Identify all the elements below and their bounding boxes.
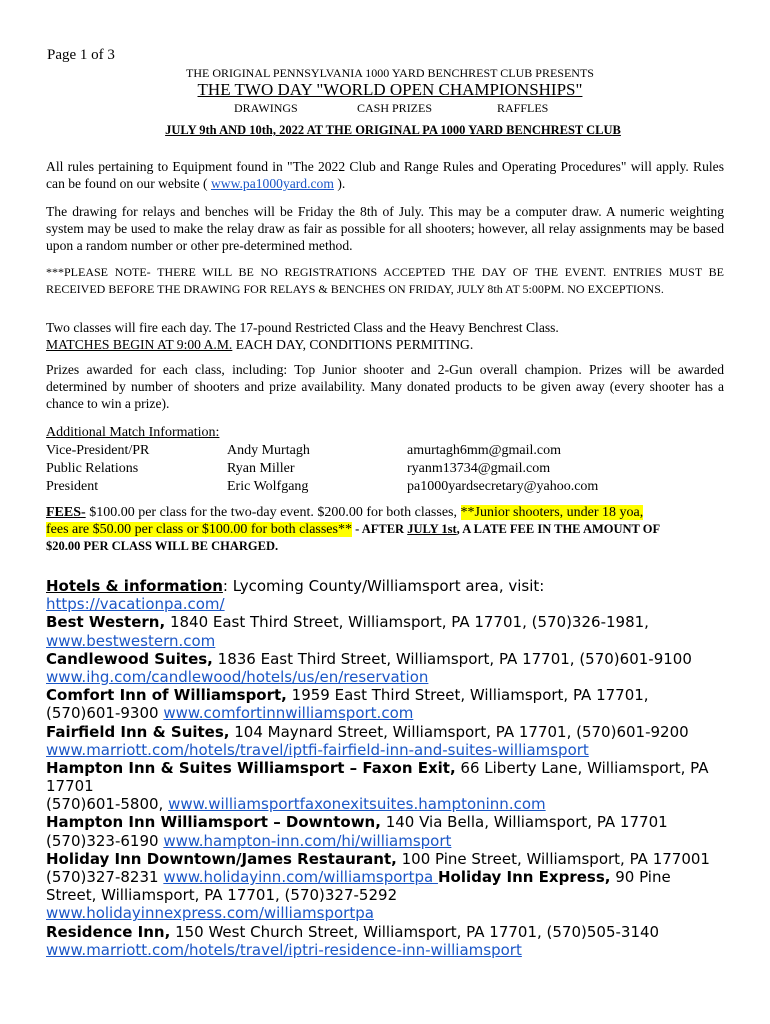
hotel-phone: (570)323-6190 xyxy=(46,831,164,850)
hotel-link[interactable]: www.hampton-inn.com/hi/williamsport xyxy=(163,831,452,850)
hotel-address: 66 Liberty Lane, Williamsport, PA xyxy=(455,758,709,777)
vacationpa-link[interactable]: https://vacationpa.com/ xyxy=(46,595,225,614)
hotel-name: Comfort Inn of Williamsport, xyxy=(46,686,287,705)
page-number: Page 1 of 3 xyxy=(47,47,115,63)
hotel-address: 1840 East Third Street, Williamsport, PA 17701, (570)326-1981, xyxy=(165,613,649,632)
hotel-address: 104 Maynard Street, Williamsport, PA 17701, (570)601-9200 xyxy=(229,722,689,741)
registration-note: ***PLEASE NOTE- THERE WILL BE NO REGISTRATIONS ACCEPTED THE DAY OF THE EVENT. ENTRIES MUST BE RECEIVED BEFORE THE DRAWING FOR RELAYS & BENCHES ON FRIDAY, JULY 8th AT 5:00PM. NO EXCEPTIONS. xyxy=(46,265,724,296)
classes-paragraph xyxy=(46,319,724,353)
hotels-heading-rest: : Lycoming County/Williamsport area, visit: xyxy=(222,577,545,595)
classes-text: Two classes will fire each day. The 17-pound Restricted Class and the Heavy Benchrest Class. xyxy=(46,320,559,335)
hotel-address: 100 Pine Street, Williamsport, PA 177001 xyxy=(396,849,710,868)
hotels-section xyxy=(46,577,736,959)
junior-fees-highlight-1: **Junior shooters, under 18 yoa, xyxy=(460,505,644,520)
hotel-address: 1959 East Third Street, Williamsport, PA 17701, xyxy=(286,686,649,705)
presents-line: THE ORIGINAL PENNSYLVANIA 1000 YARD BENCHREST CLUB PRESENTS xyxy=(186,66,594,80)
contact-email: pa1000yardsecretary@yahoo.com xyxy=(407,479,599,494)
hotel-name: Fairfield Inn & Suites, xyxy=(46,722,230,741)
hotel-link[interactable]: www.marriott.com/hotels/travel/iptri-residence-inn-williamsport xyxy=(46,940,522,959)
rules-text: All rules pertaining to Equipment found in "The 2022 Club and Range Rules and Operating Procedures" will apply. Rules can be found on our website ( xyxy=(46,159,724,191)
hotel-address: 150 West Church Street, Williamsport, PA 17701, (570)505-3140 xyxy=(170,922,660,941)
hotel-name: Hampton Inn & Suites Williamsport – Faxon Exit, xyxy=(46,758,456,777)
junior-fees-highlight-2: fees are $50.00 per class or $100.00 for both classes** xyxy=(46,522,352,537)
hotel-phone: (570)601-5800, xyxy=(46,795,169,814)
hotel-name: Best Western, xyxy=(46,613,166,632)
event-date-line: JULY 9th AND 10th, 2022 AT THE ORIGINAL PA 1000 YARD BENCHREST CLUB xyxy=(165,123,621,137)
late-fee-text: - AFTER xyxy=(351,522,408,536)
rules-paragraph xyxy=(46,158,724,192)
contact-name: Ryan Miller xyxy=(227,461,295,476)
hotels-heading: Hotels & information xyxy=(46,577,223,595)
classes-rest: EACH DAY, CONDITIONS PERMITING. xyxy=(232,337,474,352)
subtitle-raffles: RAFFLES xyxy=(497,101,549,115)
hotel-address: Street, Williamsport, PA 17701, (570)327-5292 xyxy=(46,886,398,905)
hotel-name: Holiday Inn Express, xyxy=(437,868,611,886)
rules-end: ). xyxy=(333,176,346,191)
hotel-address: 1836 East Third Street, Williamsport, PA 17701, (570)601-9100 xyxy=(212,649,692,668)
page-title: THE TWO DAY "WORLD OPEN CHAMPIONSHIPS" xyxy=(197,80,583,99)
hotel-name: Holiday Inn Downtown/James Restaurant, xyxy=(46,849,397,868)
hotel-phone: (570)327-8231 xyxy=(46,868,164,886)
hotel-link[interactable]: www.comfortinnwilliamsport.com xyxy=(163,704,414,723)
hotel-link[interactable]: www.holidayinnexpress.com/williamsportpa xyxy=(46,904,374,923)
additional-info-heading: Additional Match Information: xyxy=(46,425,220,440)
drawing-paragraph: The drawing for relays and benches will be Friday the 8th of July. This may be a computer draw. A numeric weighting system may be used to make the relay draw as fair as possible for all shooters; however, all relay assignments may be based upon a random number or other pre-determined method. xyxy=(46,204,724,253)
hotel-phone: (570)601-9300 xyxy=(46,704,164,723)
club-website-link[interactable]: www.pa1000yard.com xyxy=(210,176,334,191)
contact-role: Public Relations xyxy=(46,461,139,476)
contact-role: President xyxy=(46,479,99,494)
hotel-name: Residence Inn, xyxy=(46,922,171,941)
late-fee-amount: $20.00 PER CLASS WILL BE CHARGED. xyxy=(46,539,279,553)
subtitle-cash-prizes: CASH PRIZES xyxy=(357,101,433,115)
fees-text: $100.00 per class for the two-day event. $200.00 for both classes, xyxy=(85,505,461,520)
matches-begin-text: MATCHES BEGIN AT 9:00 A.M. xyxy=(46,337,233,352)
hotel-name: Hampton Inn Williamsport – Downtown, xyxy=(46,813,381,832)
hotel-address: 90 Pine xyxy=(610,868,671,886)
subtitle-drawings: DRAWINGS xyxy=(234,101,298,115)
hotel-link[interactable]: www.holidayinn.com/williamsportpa xyxy=(163,868,438,886)
prizes-paragraph: Prizes awarded for each class, including: Top Junior shooter and 2-Gun overall champion. Prizes will be awarded determined by number of shooters and prize availability. Many donated products to be given away (every shooter has a chance to win a prize). xyxy=(46,362,724,411)
hotel-zip: 17701 xyxy=(46,777,94,796)
hotel-link[interactable]: www.marriott.com/hotels/travel/iptfi-fairfield-inn-and-suites-williamsport xyxy=(46,740,589,759)
contact-email: ryanm13734@gmail.com xyxy=(407,461,551,476)
fees-paragraph xyxy=(46,504,736,555)
late-fee-date: JULY 1st xyxy=(407,522,457,536)
hotel-link[interactable]: www.williamsportfaxonexitsuites.hamptoninn.com xyxy=(168,795,546,814)
hotel-name: Candlewood Suites, xyxy=(46,649,213,668)
contact-email: amurtagh6mm@gmail.com xyxy=(407,443,562,458)
contact-role: Vice-President/PR xyxy=(46,443,150,458)
contact-name: Eric Wolfgang xyxy=(227,479,309,494)
hotel-link[interactable]: www.ihg.com/candlewood/hotels/us/en/reservation xyxy=(46,667,429,686)
fees-label: FEES- xyxy=(46,505,86,520)
hotel-address: 140 Via Bella, Williamsport, PA 17701 xyxy=(380,813,668,832)
hotel-link[interactable]: www.bestwestern.com xyxy=(46,631,216,650)
contact-name: Andy Murtagh xyxy=(227,443,310,458)
late-fee-text-2: , A LATE FEE IN THE AMOUNT OF xyxy=(456,522,661,536)
